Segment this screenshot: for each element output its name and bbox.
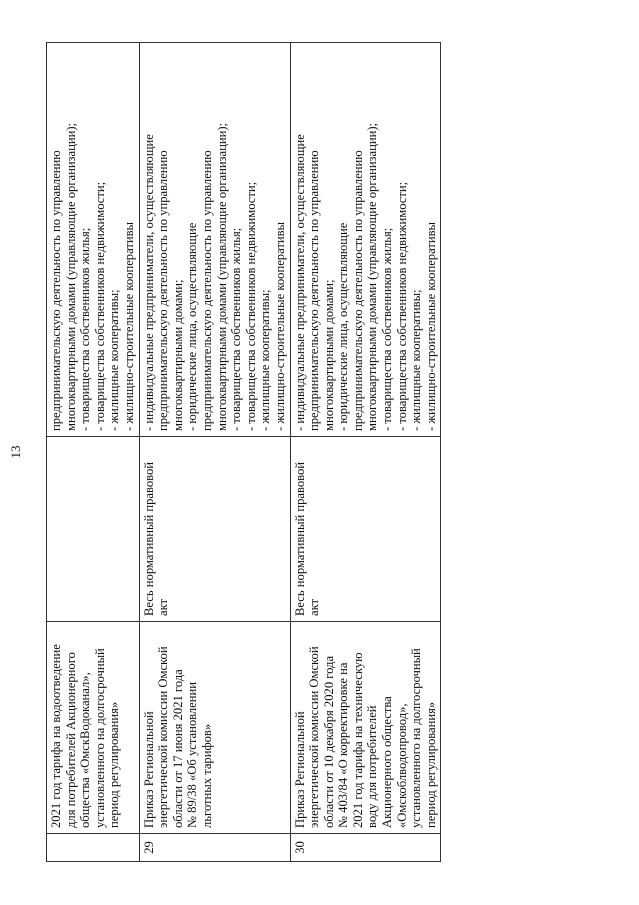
subject-line: - товарищества собственников недвижимости; xyxy=(92,181,107,431)
row-number-cell xyxy=(47,834,140,862)
subject-line: предпринимательскую деятельность по управлению xyxy=(49,150,63,431)
subject-line: - товарищества собственников недвижимости; xyxy=(243,181,258,431)
act-title-line: общества «ОмскВодоканал», xyxy=(78,672,93,828)
table-row xyxy=(290,43,441,862)
subject-line: - жилищно-строительные кооперативы xyxy=(272,222,287,431)
scope-cell xyxy=(47,437,140,622)
act-title-line: области от 17 июня 2021 года xyxy=(170,669,185,828)
acts-table xyxy=(46,42,441,862)
act-title-line: воду для потребителей xyxy=(365,705,380,828)
act-title-line: № 89/38 «Об установлении xyxy=(185,682,200,828)
subject-line: - индивидуальные предприниматели, осуществляющие xyxy=(292,134,307,431)
subject-line: - товарищества собственников жилья; xyxy=(78,227,93,431)
act-title-line: Приказ Региональной xyxy=(292,711,307,828)
subjects-cell xyxy=(47,43,140,437)
page-number: 13 xyxy=(8,445,23,459)
act-title-line: льготных тарифов» xyxy=(199,723,214,828)
subject-line: - юридические лица, осуществляющие xyxy=(336,222,351,431)
act-title-line: 2021 год тарифа на водоотведение xyxy=(49,644,63,828)
subject-line: предпринимательскую деятельность по управлению xyxy=(350,150,365,431)
table-row xyxy=(139,43,290,862)
subject-line: предпринимательскую деятельность по управлению xyxy=(156,150,171,431)
table-row xyxy=(47,43,140,862)
row-number-cell: 30 xyxy=(290,834,441,862)
subject-line: - жилищно-строительные кооперативы xyxy=(423,222,438,431)
act-title-line: области от 10 декабря 2020 года xyxy=(321,655,336,828)
subjects-cell xyxy=(290,43,441,437)
subject-line: предпринимательскую деятельность по управлению xyxy=(307,150,322,431)
act-title-line: для потребителей Акционерного xyxy=(63,652,78,828)
scope-cell: Весь нормативный правовой акт xyxy=(290,437,441,622)
subject-line: - жилищные кооперативы; xyxy=(409,289,424,431)
table-body xyxy=(47,43,441,862)
subject-line: - жилищные кооперативы; xyxy=(258,289,273,431)
subject-line: - товарищества собственников жилья; xyxy=(380,227,395,431)
subject-line: - юридические лица, осуществляющие xyxy=(185,222,200,431)
act-title-line: энергетической комиссии Омской xyxy=(307,646,322,828)
act-title-cell xyxy=(139,622,290,834)
act-title-line: 2021 год тарифа на техническую xyxy=(350,652,365,828)
act-title-line: период регулирования» xyxy=(423,701,438,828)
subject-line: многоквартирными домами (управляющие организации); xyxy=(63,122,78,431)
rotated-page xyxy=(8,42,566,862)
act-title-line: установленного на долгосрочный xyxy=(409,648,424,828)
subject-line: многоквартирными домами (управляющие организации); xyxy=(214,122,229,431)
subject-line: - товарищества собственников недвижимости; xyxy=(394,181,409,431)
act-title-line: «Омскоблводопровод», xyxy=(394,703,409,828)
subject-line: - товарищества собственников жилья; xyxy=(229,227,244,431)
subject-line: - жилищные кооперативы; xyxy=(107,289,122,431)
act-title-line: энергетической комиссии Омской xyxy=(156,646,171,828)
subjects-cell xyxy=(139,43,290,437)
subject-line: предпринимательскую деятельность по управлению xyxy=(199,150,214,431)
act-title-line: период регулирования» xyxy=(107,701,122,828)
subject-line: - жилищно-строительные кооперативы xyxy=(121,222,136,431)
act-title-cell xyxy=(290,622,441,834)
act-title-line: Приказ Региональной xyxy=(141,711,156,828)
act-title-line: Акционерного общества xyxy=(380,696,395,828)
subject-line: многоквартирными домами; xyxy=(170,279,185,431)
act-title-line: установленного на долгосрочный xyxy=(92,648,107,828)
subject-line: - индивидуальные предприниматели, осуществляющие xyxy=(141,134,156,431)
act-title-cell xyxy=(47,622,140,834)
scope-cell: Весь нормативный правовой акт xyxy=(139,437,290,622)
subject-line: многоквартирными домами (управляющие организации); xyxy=(365,122,380,431)
act-title-line: № 403/84 «О корректировке на xyxy=(336,662,351,828)
subject-line: многоквартирными домами; xyxy=(321,279,336,431)
row-number-cell: 29 xyxy=(139,834,290,862)
